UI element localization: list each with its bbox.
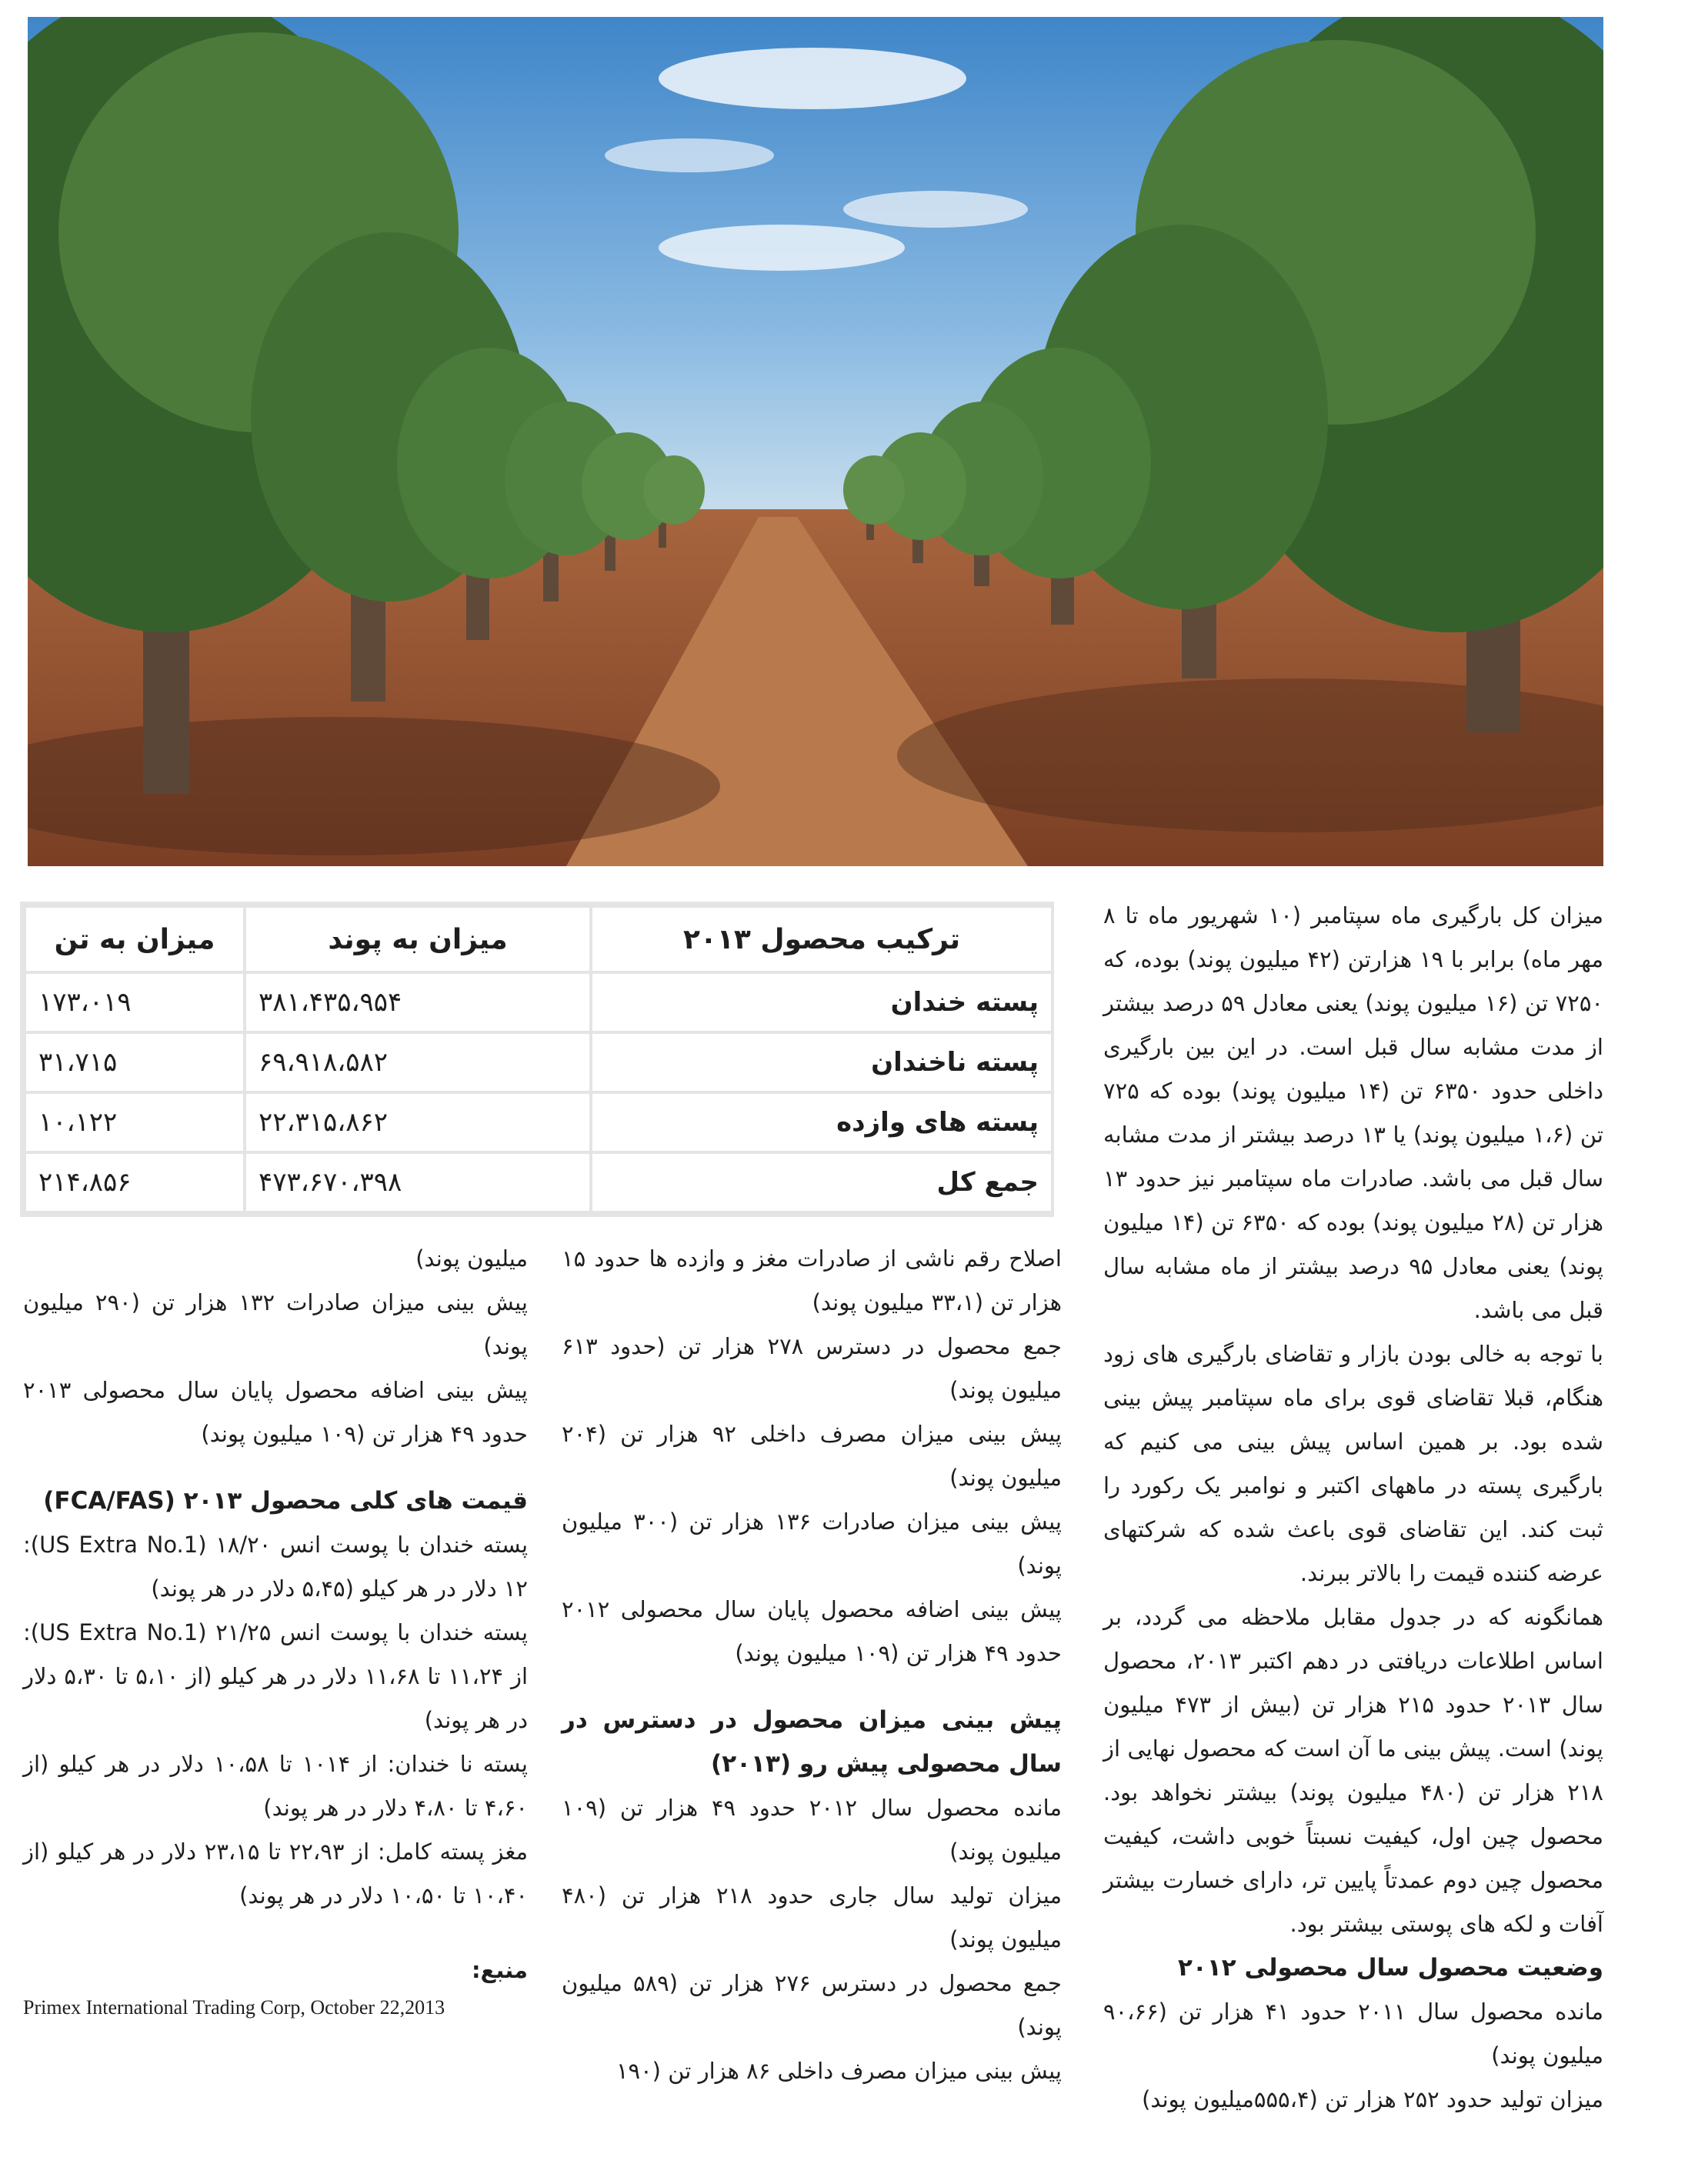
paragraph: میزان کل بارگیری ماه سپتامبر (۱۰ شهریور ماه تا ۸ مهر ماه) برابر با ۱۹ هزارتن (۴۲ میلیون پوند) بوده، که ۷۲۵۰ تن (۱۶ میلیون پوند) یعنی معادل ۵۹ درصد بیشتر از مدت مشابه سال قبل است. در این بین بارگیری داخلی حدود ۶۳۵۰ تن (۱۴ میلیون پوند) بوده که ۷۲۵ تن (۱،۶ میلیون پوند) یا ۱۳ درصد بیشتر از مدت مشابه سال قبل می باشد. صادرات ماه سپتامبر نیز حدود ۱۳ هزار تن (۲۸ میلیون پوند) بوده که ۶۳۵۰ تن (۱۴ میلیون پوند) یعنی معادل ۹۵ درصد بیشتر از ماه مشابه سال قبل می باشد.: [1103, 902, 1604, 1323]
right-text-column: [1103, 894, 1603, 2122]
paragraph: میزان تولید سال جاری حدود ۲۱۸ هزار تن (۴۸۰ میلیون پوند): [562, 1882, 1062, 1952]
row-pounds: ۶۹،۹۱۸،۵۸۲: [245, 1032, 591, 1092]
orchard-photo: [28, 17, 1603, 866]
left-text-column: [23, 1237, 528, 2023]
row-label: پسته ناخندان: [591, 1032, 1052, 1092]
paragraph: پیش بینی میزان مصرف داخلی ۹۲ هزار تن (۲۰۴ میلیون پوند): [562, 1421, 1062, 1491]
row-tons: ۱۰،۱۲۲: [25, 1092, 245, 1152]
row-pounds: ۳۸۱،۴۳۵،۹۵۴: [245, 972, 591, 1032]
paragraph: پسته خندان با پوست انس ۱۸/۲۰ (US Extra No.1): ۱۲ دلار در هر کیلو (۵،۴۵ دلار در هر پوند): [23, 1532, 529, 1602]
paragraph: مانده محصول سال ۲۰۱۲ حدود ۴۹ هزار تن (۱۰۹ میلیون پوند): [562, 1795, 1062, 1865]
table-header-row: [25, 906, 1052, 972]
paragraph: پیش بینی میزان صادرات ۱۳۲ هزار تن (۲۹۰ میلیون پوند): [23, 1289, 528, 1359]
middle-text-column: [562, 1237, 1062, 2093]
row-label: پسته خندان: [591, 972, 1052, 1032]
paragraph: مغز پسته کامل: از ۲۲،۹۳ تا ۲۳،۱۵ دلار در هر کیلو (از ۱۰،۴۰ تا ۱۰،۵۰ دلار در هر پوند): [23, 1839, 529, 1909]
source-label: منبع:: [471, 1957, 528, 1983]
table-row: [25, 972, 1052, 1032]
row-tons: ۳۱،۷۱۵: [25, 1032, 245, 1092]
paragraph: مانده محصول سال ۲۰۱۱ حدود ۴۱ هزار تن (۹۰،۶۶ میلیون پوند): [1103, 1999, 1603, 2069]
section-heading: وضعیت محصول سال محصولی ۲۰۱۲: [1177, 1954, 1603, 1982]
row-label: پسته های وازده: [591, 1092, 1052, 1152]
header-tons: میزان به تن: [25, 906, 245, 972]
header-pounds: میزان به پوند: [245, 906, 591, 972]
header-composition: ترکیب محصول ۲۰۱۳: [591, 906, 1052, 972]
paragraph: پیش بینی میزان مصرف داخلی ۸۶ هزار تن (۱۹۰: [615, 2058, 1062, 2084]
crop-composition-table: [20, 902, 1054, 1217]
section-heading: پیش بینی میزان محصول در دسترس در سال محصولی پیش رو (۲۰۱۳): [562, 1706, 1062, 1778]
table-row: [25, 1032, 1052, 1092]
row-pounds: ۲۲،۳۱۵،۸۶۲: [245, 1092, 591, 1152]
paragraph: جمع محصول در دسترس ۲۷۸ هزار تن (حدود ۶۱۳ میلیون پوند): [562, 1333, 1062, 1403]
row-tons: ۱۷۳،۰۱۹: [25, 972, 245, 1032]
section-heading: قیمت های کلی محصول ۲۰۱۳ (FCA/FAS): [43, 1487, 528, 1515]
table-row: [25, 1092, 1052, 1152]
paragraph: پیش بینی اضافه محصول پایان سال محصولی ۲۰۱۳ حدود ۴۹ هزار تن (۱۰۹ میلیون پوند): [23, 1377, 528, 1447]
paragraph: اصلاح رقم ناشی از صادرات مغز و وازده ها حدود ۱۵ هزار تن (۳۳،۱ میلیون پوند): [562, 1245, 1062, 1315]
source-citation: Primex International Trading Corp, October 22,2013: [23, 1996, 445, 2019]
paragraph: میزان تولید حدود ۲۵۲ هزار تن (۵۵۵،۴میلیون پوند): [1142, 2086, 1603, 2112]
paragraph: پیش بینی میزان صادرات ۱۳۶ هزار تن (۳۰۰ میلیون پوند): [562, 1509, 1062, 1579]
paragraph: پسته خندان با پوست انس ۲۱/۲۵ (US Extra No.1): از ۱۱،۲۴ تا ۱۱،۶۸ دلار در هر کیلو (از ۵،۱۰ تا ۵،۳۰ دلار در هر پوند): [23, 1619, 529, 1733]
paragraph: پسته نا خندان: از ۱۰۱۴ تا ۱۰،۵۸ دلار در هر کیلو (از ۴،۶۰ تا ۴،۸۰ دلار در هر پوند): [23, 1751, 529, 1821]
row-tons: ۲۱۴،۸۵۶: [25, 1152, 245, 1212]
table-total-row: [25, 1152, 1052, 1212]
paragraph: جمع محصول در دسترس ۲۷۶ هزار تن (۵۸۹ میلیون پوند): [562, 1970, 1062, 2040]
row-pounds: ۴۷۳،۶۷۰،۳۹۸: [245, 1152, 591, 1212]
paragraph: میلیون پوند): [415, 1245, 528, 1272]
paragraph: همانگونه که در جدول مقابل ملاحظه می گردد، بر اساس اطلاعات دریافتی در دهم اکتبر ۲۰۱۳، محصول سال ۲۰۱۳ حدود ۲۱۵ هزار تن (بیش از ۴۷۳ میلیون پوند) است. پیش بینی ما آن است که محصول نهایی از ۲۱۸ هزار تن (۴۸۰ میلیون پوند) بیشتر نخواهد بود. محصول چین اول، کیفیت نسبتاً خوبی داشت، کیفیت محصول چین دوم عمدتاً پایین تر، دارای خسارت بیشتر آفات و لکه های پوستی بیشتر بود.: [1103, 1604, 1603, 1937]
paragraph: پیش بینی اضافه محصول پایان سال محصولی ۲۰۱۲ حدود ۴۹ هزار تن (۱۰۹ میلیون پوند): [562, 1596, 1062, 1666]
paragraph: با توجه به خالی بودن بازار و تقاضای بارگیری های زود هنگام، قبلا تقاضای قوی برای ماه سپتامبر پیش بینی شده بود. بر همین اساس پیش بینی می کنیم که بارگیری پسته در ماههای اکتبر و نوامبر یک رکورد را ثبت کند. این تقاضای قوی باعث شده که شرکتهای عرضه کننده قیمت را بالاتر ببرند.: [1103, 1341, 1603, 1586]
pistachio-orchard-illustration: [28, 17, 1603, 866]
row-label: جمع کل: [591, 1152, 1052, 1212]
